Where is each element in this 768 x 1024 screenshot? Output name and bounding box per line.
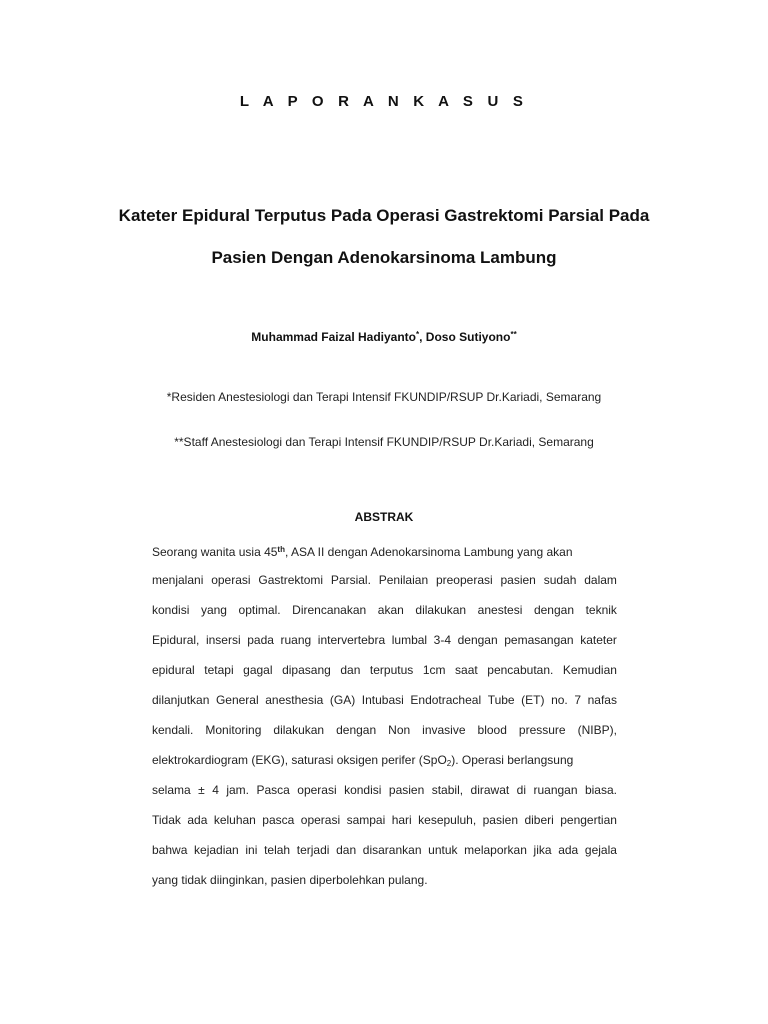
abstract-word: Tidak [152,813,181,827]
abstract-word: pasien [482,813,518,827]
abstract-word: sampai [346,813,386,827]
abstract-word: pasca [262,813,295,827]
abstract-word: 3-4 [433,633,452,647]
abstract-word: Pasca [256,783,290,797]
paper-title-line-2: Pasien Dengan Adenokarsinoma Lambung [211,248,557,267]
abstract-word: pada [247,633,274,647]
abstract-word: hari [391,813,412,827]
abstract-word: 4 [212,783,219,797]
abstract-word: dalam [584,573,617,587]
abstract-word: ruang [280,633,312,647]
abstract-word: kondisi [344,783,382,797]
abstract-word: melaporkan [464,843,527,857]
abstract-word: epidural [152,663,195,677]
abstract-word: Endotracheal [410,693,482,707]
abstract-word: menjalani [152,573,204,587]
abstract-word: pasien [388,783,425,797]
abstract-word: selama [152,783,191,797]
abstract-word: dilakukan [415,603,467,617]
abstract-word: pasien [500,573,536,587]
ordinal-superscript: th [277,545,285,554]
abstract-word: diberi [524,813,554,827]
paper-title-line-1: Kateter Epidural Terputus Pada Operasi Gastrektomi Parsial Pada [118,206,650,225]
abstract-line [152,565,617,595]
abstract-word: lumbal [391,633,428,647]
abstract-line [152,745,617,775]
abstract-word: blood [477,723,507,737]
report-type-heading: L A P O R A N K A S U S [239,93,529,110]
abstract-word: operasi [211,573,251,587]
abstract-word: dengan [336,723,377,737]
abstract-word: kateter [580,633,617,647]
abstract-word: Parsial. [330,573,371,587]
abstract-word: Direncanakan [292,603,367,617]
abstract-word: Epidural, [152,633,200,647]
abstract-line [152,655,617,685]
abstract-word: Penilaian [378,573,429,587]
affiliation-line: *Residen Anestesiologi dan Terapi Intensif FKUNDIP/RSUP Dr.Kariadi, Semarang [166,390,602,404]
abstract-word: dilakukan [273,723,325,737]
abstract-word: gejala [584,843,617,857]
abstract-word: anestesi [477,603,523,617]
abstract-word: ini [245,843,258,857]
abstract-word: anesthesia [265,693,324,707]
abstract-word: dan [340,663,361,677]
abstract-word: ada [187,813,208,827]
abstract-word: Monitoring [205,723,262,737]
abstract-word: no. [551,693,568,707]
abstract-word: dengan [457,633,498,647]
abstract-word: (GA) [329,693,356,707]
abstract-text: elektrokardiogram (EKG), saturasi oksigen perifer (SpO2). Operasi berlangsung [152,745,573,775]
abstract-word: tetapi [204,663,234,677]
abstract-word: jam. [226,783,249,797]
abstract-word: dengan [533,603,574,617]
abstract-line [152,775,617,805]
abstract-word: kejadian [194,843,239,857]
abstract-word: General [215,693,259,707]
abstract-word: 1cm [422,663,446,677]
abstract-word: dipasang [282,663,331,677]
abstract-line [152,595,617,625]
abstract-word: saat [455,663,478,677]
abstract-line: yang tidak diinginkan, pasien diperbolehkan pulang. [152,873,428,887]
abstract-word: teknik [585,603,617,617]
author-separator: , [419,330,426,344]
abstract-word: intervertebra [317,633,386,647]
abstract-word: untuk [428,843,458,857]
abstract-word: (ET) [521,693,545,707]
abstract-word: terputus [369,663,414,677]
abstract-word: telah [264,843,291,857]
abstract-word: ada [558,843,579,857]
abstract-word: kesepuluh, [418,813,477,827]
abstract-word: pemasangan [504,633,574,647]
abstract-word: preoperasi [435,573,493,587]
abstract-word: di [516,783,527,797]
author-name: Muhammad Faizal Hadiyanto [251,330,416,344]
abstract-word: 7 [574,693,582,707]
abstract-line [152,835,617,865]
abstract-word: insersi [205,633,241,647]
abstract-word: disarankan [362,843,422,857]
affiliation-line: **Staff Anestesiologi dan Terapi Intensif FKUNDIP/RSUP Dr.Kariadi, Semarang [174,435,594,449]
abstract-word: optimal. [238,603,281,617]
abstract-word: kendali. [152,723,194,737]
author-list [0,330,768,344]
abstract-word: pencabutan. [487,663,554,677]
abstract-body [152,535,617,895]
abstract-text: Seorang wanita usia 45th, ASA II dengan Adenokarsinoma Lambung yang akan [152,535,573,565]
abstract-word: pressure [518,723,566,737]
abstract-word: Non [388,723,411,737]
abstract-word: akan [377,603,404,617]
affiliation-mark: * [416,330,420,339]
abstract-word: kondisi [152,603,190,617]
abstract-word: dilanjutkan [152,693,210,707]
abstract-line [152,715,617,745]
abstract-line [152,805,617,835]
abstract-word: ruangan [533,783,578,797]
author-name: Doso Sutiyono [425,330,511,344]
abstract-word: operasi [297,783,337,797]
abstract-word: dan [336,843,357,857]
abstract-line [152,685,617,715]
abstract-line [152,625,617,655]
abstract-word: (NIBP), [577,723,617,737]
subscript: 2 [446,759,452,768]
abstract-word: jika [533,843,552,857]
abstract-word: keluhan [213,813,256,827]
abstract-word: dirawat [470,783,510,797]
abstract-word: nafas [587,693,617,707]
abstract-word: biasa. [584,783,617,797]
abstract-word: terjadi [296,843,330,857]
abstract-word: yang [200,603,227,617]
abstract-word: Gastrektomi [258,573,324,587]
abstract-word: operasi [300,813,341,827]
affiliation-mark: ** [510,330,517,339]
abstract-word: Intubasi [361,693,404,707]
abstract-word: gagal [243,663,273,677]
abstract-word: Kemudian [562,663,617,677]
abstract-heading: ABSTRAK [354,510,414,524]
abstract-word: invasive [422,723,466,737]
abstract-word: bahwa [152,843,188,857]
abstract-word: stabil, [431,783,464,797]
abstract-word: pengertian [560,813,617,827]
abstract-word: sudah [543,573,577,587]
abstract-word: Tube [487,693,515,707]
abstract-line [152,535,617,565]
abstract-word: ± [198,783,205,797]
